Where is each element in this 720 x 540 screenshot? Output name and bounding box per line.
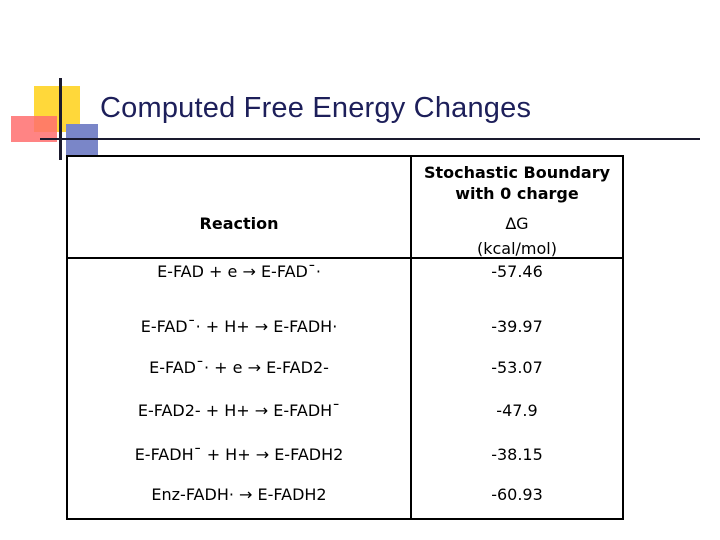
header-units: (kcal/mol) [476, 239, 557, 258]
decor-blue-square [66, 124, 98, 156]
reaction-cell: E-FAD + e → E-FAD¯· [157, 262, 321, 281]
free-energy-table [66, 155, 624, 520]
value-cell: -57.46 [491, 262, 543, 281]
value-cell: -38.15 [491, 445, 543, 464]
value-cell: -60.93 [491, 485, 543, 504]
header-delta-g [412, 162, 622, 259]
title-underline [40, 138, 700, 140]
reaction-cell: E-FADH¯ + H+ → E-FADH2 [134, 445, 344, 464]
header-line-2: with 0 charge [455, 184, 579, 203]
reaction-cell: Enz-FADH· → E-FADH2 [151, 485, 327, 504]
reaction-cell: E-FAD2- + H+ → E-FADH¯ [137, 401, 341, 420]
header-symbol: ∆G [505, 214, 529, 233]
slide-title: Computed Free Energy Changes [100, 92, 532, 124]
header-line-1: Stochastic Boundary [423, 163, 611, 182]
reaction-cell: E-FAD¯· + H+ → E-FADH· [140, 317, 338, 336]
value-cell: -39.97 [491, 317, 543, 336]
value-cell: -53.07 [491, 358, 543, 377]
reaction-cell: E-FAD¯· + e → E-FAD2- [149, 358, 329, 377]
decor-vertical-line [59, 78, 62, 160]
value-cell: -47.9 [496, 401, 538, 420]
header-reaction: Reaction [199, 214, 279, 233]
